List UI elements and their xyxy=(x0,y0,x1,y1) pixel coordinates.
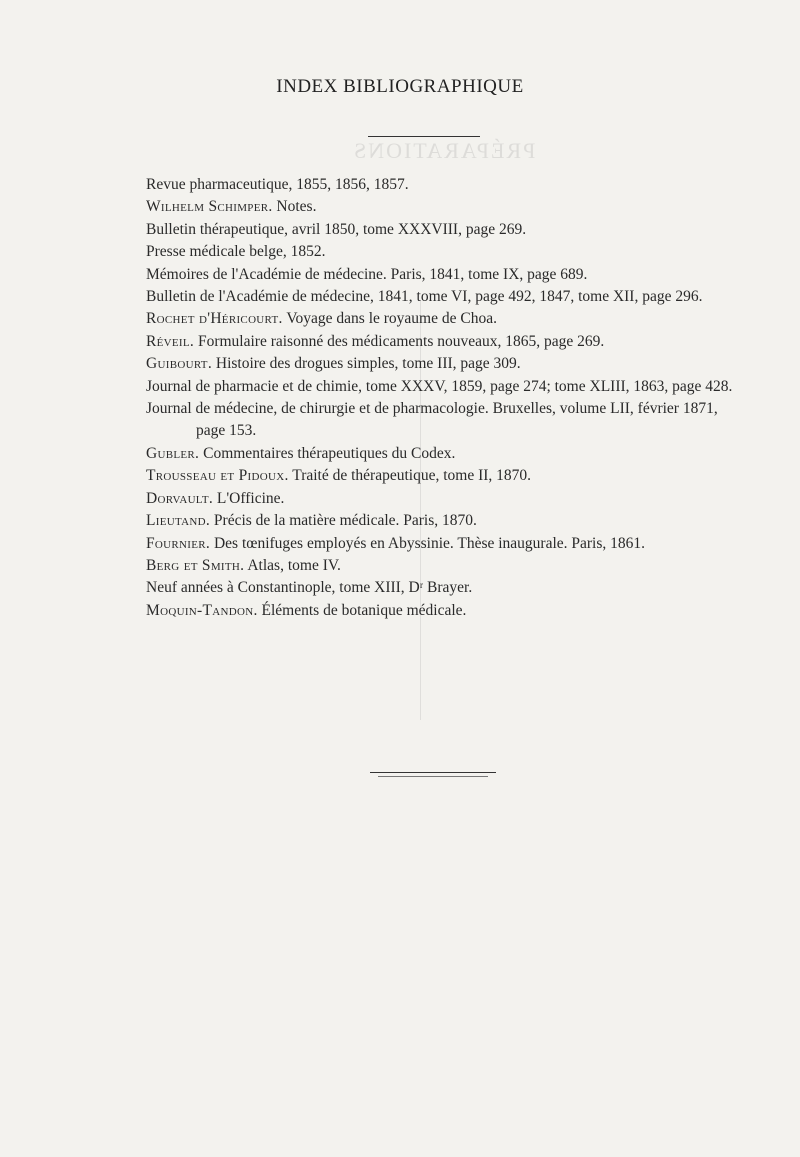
bibliography-entry: Trousseau et Pidoux. Traité de thérapeutique, tome II, 1870. xyxy=(146,467,532,485)
bibliography-entry: Berg et Smith. Atlas, tome IV. xyxy=(146,556,341,574)
bibliography-entry: Journal de médecine, de chirurgie et de pharmacologie. Bruxelles, volume LII, février 1871, page 153. xyxy=(146,400,718,440)
bibliography-entry: Wilhelm Schimper. Notes. xyxy=(146,198,317,216)
bibliography-entry: Bulletin thérapeutique, avril 1850, tome XXXVIII, page 269. xyxy=(146,220,527,238)
entry-author: Trousseau et Pidoux. xyxy=(146,467,289,485)
entry-author: Réveil. xyxy=(146,332,195,350)
bleed-through-heading: PRÉPARATIONS xyxy=(352,138,536,163)
bibliography-entry: Guibourt. Histoire des drogues simples, tome III, page 309. xyxy=(146,355,521,373)
bibliography-entry: Revue pharmaceutique, 1855, 1856, 1857. xyxy=(146,176,409,193)
bibliography-entry: Lieutand. Précis de la matière médicale. Paris, 1870. xyxy=(146,512,477,530)
bibliography-entry: Fournier. Des tœnifuges employés en Abyssinie. Thèse inaugurale. Paris, 1861. xyxy=(146,534,646,552)
bibliography-entry: Gubler. Commentaires thérapeutiques du Codex. xyxy=(146,444,456,462)
page-title: INDEX BIBLIOGRAPHIQUE xyxy=(276,76,524,97)
entry-author: Guibourt. xyxy=(146,355,212,373)
bibliography-entry: Neuf années à Constantinople, tome XIII, Dʳ Brayer. xyxy=(146,579,473,597)
entry-author: Berg et Smith. xyxy=(146,556,245,574)
entry-author: Wilhelm Schimper. xyxy=(146,198,273,216)
bibliography-entry: Journal de pharmacie et de chimie, tome XXXV, 1859, page 274; tome XLIII, 1863, page 428. xyxy=(146,377,733,395)
bibliography-entry: Réveil. Formulaire raisonné des médicaments nouveaux, 1865, page 269. xyxy=(146,332,605,350)
entry-author: Lieutand. xyxy=(146,512,211,530)
bibliography-entry: Bulletin de l'Académie de médecine, 1841, tome VI, page 492, 1847, tome XII, page 296. xyxy=(146,288,703,306)
bibliography-entry: Presse médicale belge, 1852. xyxy=(146,243,326,261)
title-divider xyxy=(368,136,480,137)
end-divider xyxy=(370,772,496,773)
entry-author: Dorvault. xyxy=(146,489,214,507)
bibliography-entry: Moquin-Tandon. Éléments de botanique médicale. xyxy=(146,601,467,619)
entry-author: Rochet d'Héricourt. xyxy=(146,310,283,328)
entry-author: Fournier. xyxy=(146,534,211,552)
bibliography-list xyxy=(146,174,746,622)
entry-author: Moquin-Tandon. xyxy=(146,601,258,619)
bibliography-entry: Dorvault. L'Officine. xyxy=(146,489,285,507)
bibliography-entry: Mémoires de l'Académie de médecine. Paris, 1841, tome IX, page 689. xyxy=(146,265,588,283)
bibliography-entry: Rochet d'Héricourt. Voyage dans le royaume de Choa. xyxy=(146,310,497,328)
end-divider-secondary xyxy=(378,776,488,777)
entry-author: Gubler. xyxy=(146,444,200,462)
